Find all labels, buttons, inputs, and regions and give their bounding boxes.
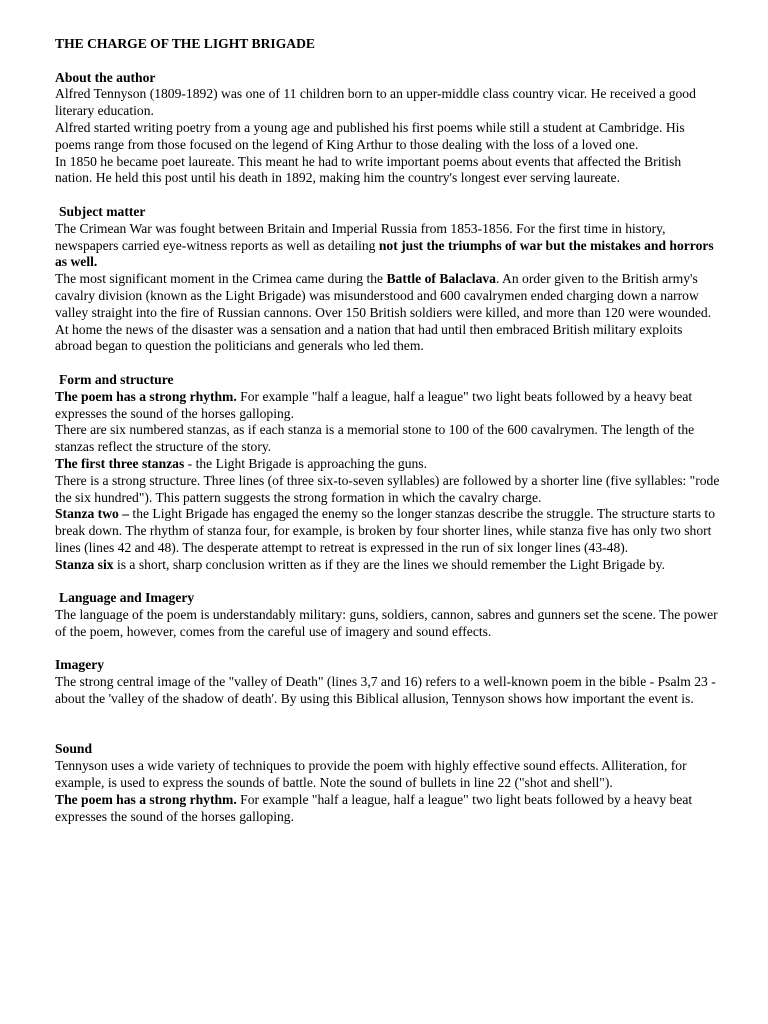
document-page (55, 36, 720, 825)
text-run: The Crimean War was fought between Britain and Imperial Russia from 1853-1856. For the first time in history, newspapers carried eye-witness reports as well as detailing (55, 220, 666, 253)
bold-text: Battle of Balaclava (386, 271, 496, 287)
section-language-imagery (55, 590, 720, 640)
paragraph: Tennyson uses a wide variety of techniques to provide the poem with highly effective sound effects. Alliteration, for example, is used to express the sounds of battle. Note the sound of bullets in line 22 ("shot and shell"). (55, 758, 687, 791)
section-heading: Sound (55, 741, 93, 757)
bold-text: The poem has a strong rhythm. (55, 388, 237, 404)
paragraph (55, 221, 720, 271)
section-subject-matter (55, 204, 720, 355)
text-run: For example "half a league, half a league" two light beats followed by a heavy beat expresses the sound of the horses galloping. (55, 388, 693, 421)
section-sound (55, 741, 720, 825)
text-run: the Light Brigade has engaged the enemy so the longer stanzas describe the struggle. The structure starts to break down. The rhythm of stanza four, for example, is broken by four shorter lines, while stanza five has only two short lines (lines 42 and 48). The desperate attempt to retreat is expressed in the run of six longer lines (43-48). (55, 506, 716, 555)
paragraph: There are six numbered stanzas, as if each stanza is a memorial stone to 100 of the 600 cavalrymen. The length of the stanzas reflect the structure of the story. (55, 422, 695, 455)
bold-text: Stanza two – (55, 506, 130, 522)
section-heading: Imagery (55, 657, 105, 673)
paragraph: Alfred Tennyson (1809-1892) was one of 11 children born to an upper-middle class country vicar. He received a good literary education. (55, 86, 696, 119)
paragraph: Alfred started writing poetry from a young age and published his first poems while still a student at Cambridge. His poems range from those focused on the legend of King Arthur to those dealing with the loss of a loved one. (55, 119, 685, 152)
paragraph: The language of the poem is understandably military: guns, soldiers, cannon, sabres and gunners set the scene. The power of the poem, however, comes from the careful use of imagery and sound effects. (55, 607, 718, 639)
paragraph (55, 389, 720, 423)
text-run: The most significant moment in the Crimea came during the (55, 271, 387, 287)
text-run: . An order given to the British army's cavalry division (known as the Light Brigade) was misunderstood and 600 cavalrymen ended charging down a narrow valley straight into the fire of Russian cannons. Over 150 British soldiers were killed, and more than 120 were wounded. At home the news of the disaster was a sensation and a nation that had until then embraced British military exploits abroad began to question the politicians and generals who led them. (55, 271, 712, 354)
bold-text: not just the triumphs of war but the mistakes and horrors as well. (55, 237, 714, 270)
text-run: For example "half a league, half a league" two light beats followed by a heavy beat expresses the sound of the horses galloping. (55, 791, 693, 824)
text-run: is a short, sharp conclusion written as if they are the lines we should remember the Light Brigade by. (113, 556, 665, 572)
section-about-author (55, 70, 720, 188)
section-heading: Language and Imagery (59, 590, 195, 606)
paragraph: The strong central image of the "valley of Death" (lines 3,7 and 16) refers to a well-known poem in the bible - Psalm 23 - about the 'valley of the shadow of death'. By using this Biblical allusion, Tennyson shows how important the event is. (55, 674, 716, 707)
paragraph (55, 456, 720, 473)
paragraph (55, 506, 720, 556)
text-run: - the Light Brigade is approaching the guns. (184, 455, 427, 471)
bold-text: The first three stanzas (55, 455, 185, 471)
section-imagery (55, 657, 720, 707)
paragraph (55, 271, 720, 355)
paragraph (55, 792, 720, 826)
paragraph: In 1850 he became poet laureate. This meant he had to write important poems about events that affected the British nation. He held this post until his death in 1892, making him the country's longest ever serving laureate. (55, 153, 682, 186)
bold-text: Stanza six (55, 556, 114, 572)
section-heading: Subject matter (59, 203, 146, 219)
document-title: THE CHARGE OF THE LIGHT BRIGADE (55, 36, 315, 51)
paragraph (55, 557, 720, 574)
section-form-structure (55, 372, 720, 574)
section-heading: About the author (55, 69, 156, 85)
paragraph: There is a strong structure. Three lines (of three six-to-seven syllables) are followed by a shorter line (five syllables: "rode the six hundred"). This pattern suggests the strong formation in which the cavalry charge. (55, 472, 720, 505)
bold-text: The poem has a strong rhythm. (55, 791, 237, 807)
section-heading: Form and structure (59, 371, 174, 387)
